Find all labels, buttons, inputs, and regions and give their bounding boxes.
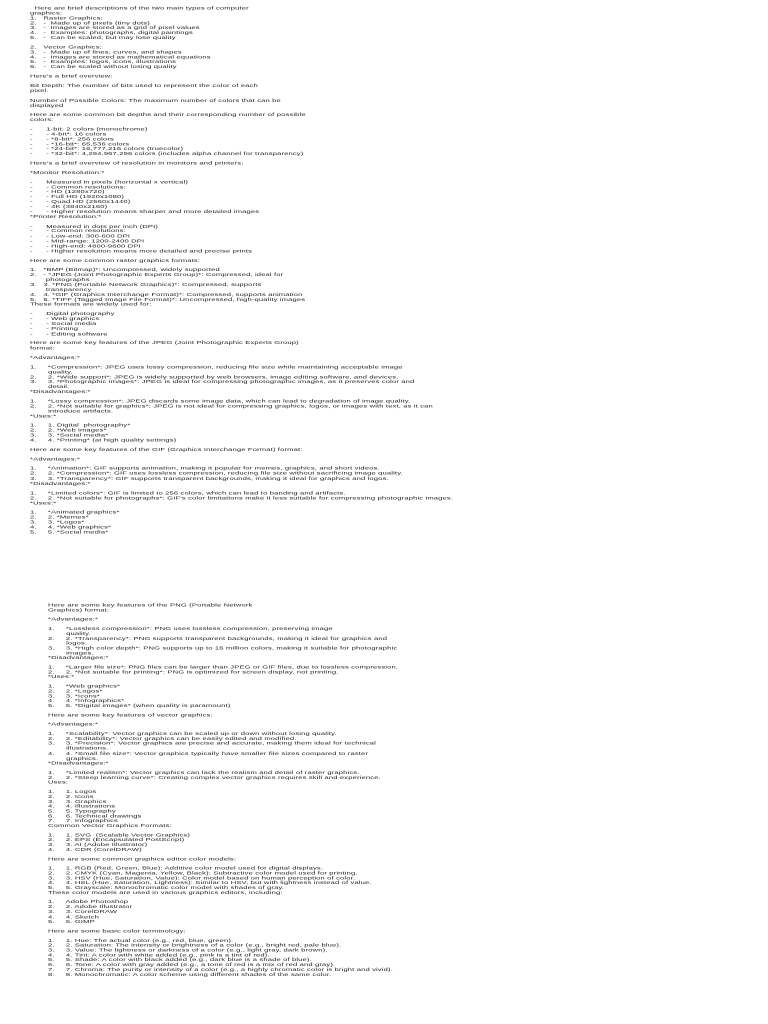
text-line: - Measured in pixels (horizontal x vertical) [30, 179, 189, 185]
text-line: 5. - Can be scaled, but may lose quality [30, 35, 176, 41]
text-line: Bit Depth: The number of bits used to represent the color of each [30, 83, 258, 89]
text-line: - Digital photography [30, 311, 115, 317]
text-line: 2. Vector Graphics: [30, 44, 102, 50]
text-line: - - Social media [30, 321, 97, 327]
text-line: - - 4-bit*: 16 colors [30, 131, 107, 137]
text-line: 3. 3. Graphics [48, 798, 107, 804]
text-line: 1. *Compression*: JPEG uses lossy compression, reducing file size while maintaining acceptable image [30, 364, 403, 370]
text-line: 4. 4. *Infographics* [48, 698, 125, 704]
text-line: 1. *Limited colors*: GIF is limited to 256 colors, which can lead to banding and artifacts. [30, 490, 346, 496]
text-line: 2. 2. Icons [48, 793, 94, 799]
text-line: 3. - Made up of lines, curves, and shapes [30, 49, 182, 55]
text-line: 2. 2. *Not suitable for printing*: PNG is optimized for screen display, not printing. [48, 669, 339, 675]
text-line: 3. 3. *Icons* [48, 693, 100, 699]
text-line: 6. 6. Tone: A color with gray added (e.g., a tone of red is a mix of red and gray). [48, 962, 336, 968]
text-line: Uses: [48, 779, 69, 785]
text-line: - - Editing software [30, 331, 108, 337]
text-line: *Disadvantages:* [30, 389, 91, 395]
text-line: Here are some key features of the JPEG (Joint Photographic Experts Group) [30, 340, 299, 346]
text-line: 1. Adobe Photoshop [48, 899, 129, 905]
text-line: 3. 3. CorelDRAW [48, 909, 118, 915]
text-line: colors: [30, 116, 54, 123]
text-line: 3. - Images are stored as a grid of pixel values [30, 25, 200, 31]
text-line: - 1-bit: 2 colors (monochrome) [30, 126, 148, 132]
text-line: 5. - Examples: logos, icons, illustrations [30, 59, 177, 65]
text-line: 5. 5. Grayscale: Monochromatic color model with shades of gray. [48, 885, 285, 891]
text-line: Here are some common raster graphics formats: [30, 257, 201, 263]
text-line: 4. 4. Sketch [48, 914, 99, 920]
text-line: graphics. [48, 755, 99, 761]
text-line: Here are some key features of the GIF (Graphics Interchange Format) format: [30, 447, 303, 453]
text-line: 2. - *JPEG (Joint Photographic Experts Group)*: Compressed, ideal for [30, 272, 284, 278]
text-line: 1. 1. Logos [48, 788, 97, 795]
text-line: - - *8-bit*: 256 colors [30, 136, 114, 142]
document-section-2 [48, 603, 748, 977]
text-line: - - Common resolutions: [30, 228, 126, 234]
text-line: - - *32-bit*: 4,294,967,296 colors (includes alpha channel for transparency) [30, 151, 304, 157]
text-line: 4. 4. CDR (CorelDRAW) [48, 847, 142, 853]
text-line: 5. 5. Typography [48, 808, 116, 814]
text-line: 2. 2. Saturation: The intensity or brightness of a color (e.g., bright red, pale blue). [48, 942, 342, 948]
text-line: 2. - Made up of pixels (tiny dots) [30, 20, 150, 26]
text-line: 4. 4. Illustrations [48, 803, 116, 809]
text-line: photographs [30, 277, 90, 283]
text-line: 1. *Limited realism*: Vector graphics can lack the realism and detail of raster graphics. [48, 769, 360, 775]
text-line: 1. *Larger file size*: PNG files can be larger than JPEG or GIF files, due to lossless compression. [48, 664, 399, 670]
text-line: 7. 7. Infographics [48, 818, 118, 824]
text-line: Here are some common bit depths and their corresponding number of possible [30, 112, 306, 118]
text-line: 4. 4. *Printing* (at high quality settings) [30, 437, 177, 443]
text-line: *Monitor Resolution:* [30, 170, 105, 176]
text-line: - - Higher resolution means more detailed and precise prints [30, 248, 253, 254]
text-line: 1. Raster Graphics: [30, 15, 103, 21]
text-line: *Printer Resolution:* [30, 214, 102, 220]
text-line: *Advantages:* [30, 354, 81, 360]
text-line: 6. 6. Technical drawings [48, 813, 142, 819]
text-line: format: [30, 345, 55, 351]
document-section-1 [30, 6, 745, 535]
text-line: *Advantages:* [48, 721, 99, 727]
text-line: Here are brief descriptions of the two main types of computer [30, 5, 249, 11]
text-line: Here's a brief overview of resolution in monitors and printers: [30, 160, 244, 166]
text-line: - Measured in dots per inch (DPI) [30, 223, 159, 229]
text-line: 1. *Animated graphics* [30, 509, 120, 515]
text-line: 1. *Web graphics* [48, 683, 121, 689]
text-line: 1. 1. SVG (Scalable Vector Graphics) [48, 832, 191, 838]
text-line: 2. 2. *Compression*: GIF uses lossless compression, reducing file size without sacrificing image quality. [30, 470, 403, 476]
text-line: displayed [30, 102, 64, 108]
text-line: 5. 5. *TIFF (Tagged Image File Format)*: Uncompressed, high-quality images [30, 296, 306, 302]
text-line: *Uses:* [30, 500, 57, 506]
text-line: 2. 2. EPS (Encapsulated PostScript) [48, 837, 185, 843]
text-line: quality. [48, 630, 91, 636]
text-line: 5. 5. *Social media* [30, 529, 109, 535]
text-line: logos. [48, 640, 88, 646]
text-line: 3. 3. *Logos* [30, 519, 85, 525]
text-line: 2. 2. Adobe Illustrator [48, 904, 133, 910]
text-line: *Disadvantages:* [48, 655, 109, 661]
text-line: 2. 2. *Logos* [48, 688, 103, 694]
text-line: 2. 2. *Memes* [30, 514, 89, 520]
text-line: - - *16-bit*: 65,536 colors [30, 141, 130, 147]
text-line: Here's a brief overview: [30, 73, 113, 79]
text-line: detail. [30, 384, 70, 390]
text-line: graphics: [30, 10, 63, 16]
text-line: - - Quad HD (2560x1440) [30, 199, 131, 205]
text-line: These color models are used in various graphics editors, including: [48, 890, 283, 896]
text-line: Here are some basic color terminology: [48, 928, 186, 934]
text-line: 5. 5. GIMP [48, 918, 95, 925]
text-line: 3. 3. *Precision*: Vector graphics are precise and accurate, making them ideal for technical [48, 741, 377, 747]
text-line: Common Vector Graphics Formats: [48, 823, 172, 829]
text-line: 5. 5. *Digital images* (when quality is paramount) [48, 703, 231, 709]
text-line: 2. 2. *Web images* [30, 427, 107, 433]
text-line: 4. - Examples: photographs, digital paintings [30, 30, 193, 36]
text-line: 3. 3. *High color depth*: PNG supports up to 16 million colors, making it suitable for photographic [48, 645, 398, 651]
text-line: 3. 3. AI (Adobe Illustrator) [48, 842, 148, 848]
text-line: - - High-end: 4800-9600 DPI [30, 243, 141, 249]
text-line: Here are some key features of vector graphics: [48, 712, 213, 718]
text-line: 4. - Images are stored as mathematical equations [30, 54, 211, 60]
text-line: - - Web graphics [30, 316, 100, 322]
text-line: *Disadvantages:* [30, 480, 91, 486]
text-line: 3. 3. *Social media* [30, 432, 109, 438]
text-line: 3. 3. HSV (Hue, Saturation, Value): Color model based on human perception of color. [48, 875, 356, 881]
text-line: 2. 2. *Steep learning curve*: Creating complex vector graphics requires skill and experience. [48, 774, 381, 780]
text-line: quality. [30, 369, 73, 375]
text-line: *Advantages:* [30, 456, 81, 462]
text-line: 1. 1. RGB (Red, Green, Blue): Additive color model used for digital displays. [48, 865, 324, 871]
text-line: 1. *Lossless compression*: PNG uses lossless compression, preserving image [48, 626, 333, 632]
text-line: - - Printing [30, 326, 79, 332]
text-line: 1. *Lossy compression*: JPEG discards some image data, which can lead to degradation of image quality. [30, 398, 411, 404]
text-line: 3. 3. Value: The lightness or darkness of a color (e.g., light gray, dark brown). [48, 947, 328, 953]
text-line: 5. 5. Shade: A color with black added (e.g., dark blue is a shade of blue). [48, 957, 312, 963]
text-line: *Uses:* [48, 674, 75, 680]
text-line: *Advantages:* [48, 616, 99, 622]
text-line: illustrations. [48, 745, 109, 751]
text-line: 3. 3. *Photographic images*: JPEG is ideal for compressing photographic images, as it preserves color and [30, 379, 415, 385]
text-line: *Uses:* [30, 413, 57, 419]
text-line: - - Mid-range: 1200-2400 DPI [30, 238, 145, 244]
text-line: 2. 2. *Not suitable for photographs*: GIF's color limitations make it less suitable for compressing photographic images. [30, 495, 454, 501]
text-line: 4. 4. HSL (Hue, Saturation, Lightness): Similar to HSV, but with lightness instead of value. [48, 880, 372, 886]
text-line: Graphics) format: [48, 607, 110, 613]
text-line: 1. *BMP (Bitmap)*: Uncompressed, widely supported [30, 267, 220, 273]
text-line: - - Higher resolution means sharper and more detailed images [30, 209, 260, 215]
text-line: - - Low-end: 300-600 DPI [30, 233, 131, 239]
text-line: 4. 4. Tint: A color with white added (e.g., pink is a tint of red). [48, 952, 270, 958]
text-line: - - Common resolutions: [30, 184, 126, 190]
text-line: - - Full HD (1920x1080) [30, 194, 125, 200]
text-line: 1. *Scalability*: Vector graphics can be scaled up or down without losing quality. [48, 731, 337, 737]
text-line: 8. 8. Monochromatic: A color scheme using different shades of the same color. [48, 971, 332, 977]
text-line: 1. 1. Hue: The actual color (e.g., red, blue, green). [48, 937, 234, 943]
text-line: transparency [30, 287, 92, 293]
text-line: 2. 2. *Not suitable for graphics*: JPEG is not ideal for compressing graphics, logos, or images with text, as it can [30, 403, 433, 409]
text-line: 4. 4. *GIF (Graphics Interchange Format)*: Compressed, supports animation [30, 291, 303, 298]
text-line: 2. 2. *Wide support*: JPEG is widely supported by web browsers, image editing software, and devices. [30, 374, 399, 380]
text-line: *Disadvantages:* [48, 760, 109, 766]
text-line: 3. 3. *PNG (Portable Network Graphics)*: Compressed, supports [30, 282, 262, 288]
text-line: 2. 2. *Editability*: Vector graphics can be easily edited and modified. [48, 736, 297, 742]
text-line: images. [48, 650, 94, 656]
text-line: - - 4K (3840x2160) [30, 204, 108, 210]
text-line: 4. 4. *Web graphics* [30, 524, 112, 530]
text-line: 3. 3. *Transparency*: GIF supports transparent backgrounds, making it ideal for graphics and logos. [30, 475, 389, 481]
text-line: pixel. [30, 88, 49, 94]
text-line: - - *24-bit*: 16,777,216 colors (truecolor) [30, 146, 184, 152]
text-line: Number of Possible Colors: The maximum number of colors that can be [30, 97, 281, 103]
text-line: Here are some key features of the PNG (Portable Network [48, 602, 253, 608]
text-line: 6. - Can be scaled without losing quality [30, 64, 177, 70]
text-line: 1. *Animation*: GIF supports animation, making it popular for memes, graphics, and short videos. [30, 466, 380, 472]
text-line: 2. 2. CMYK (Cyan, Magenta, Yellow, Black): Subtractive color model used for printing. [48, 870, 358, 876]
text-line: 4. 4. *Small file size*: Vector graphics typically have smaller file sizes compared to raster [48, 750, 369, 756]
text-line: These formats are widely used for: [30, 301, 152, 307]
text-line: 2. 2. *Transparency*: PNG supports transparent backgrounds, making it ideal for graphics and [48, 635, 388, 641]
text-line: Here are some common graphics editor color models: [48, 856, 237, 862]
text-line: 1. 1. Digital photography* [30, 422, 131, 428]
text-line: 7. 7. Chroma: The purity or intensity of a color (e.g., a highly chromatic color is bright and vivid). [48, 966, 393, 972]
text-line: introduce artifacts. [30, 408, 114, 414]
text-line: - - HD (1280x720) [30, 189, 105, 195]
